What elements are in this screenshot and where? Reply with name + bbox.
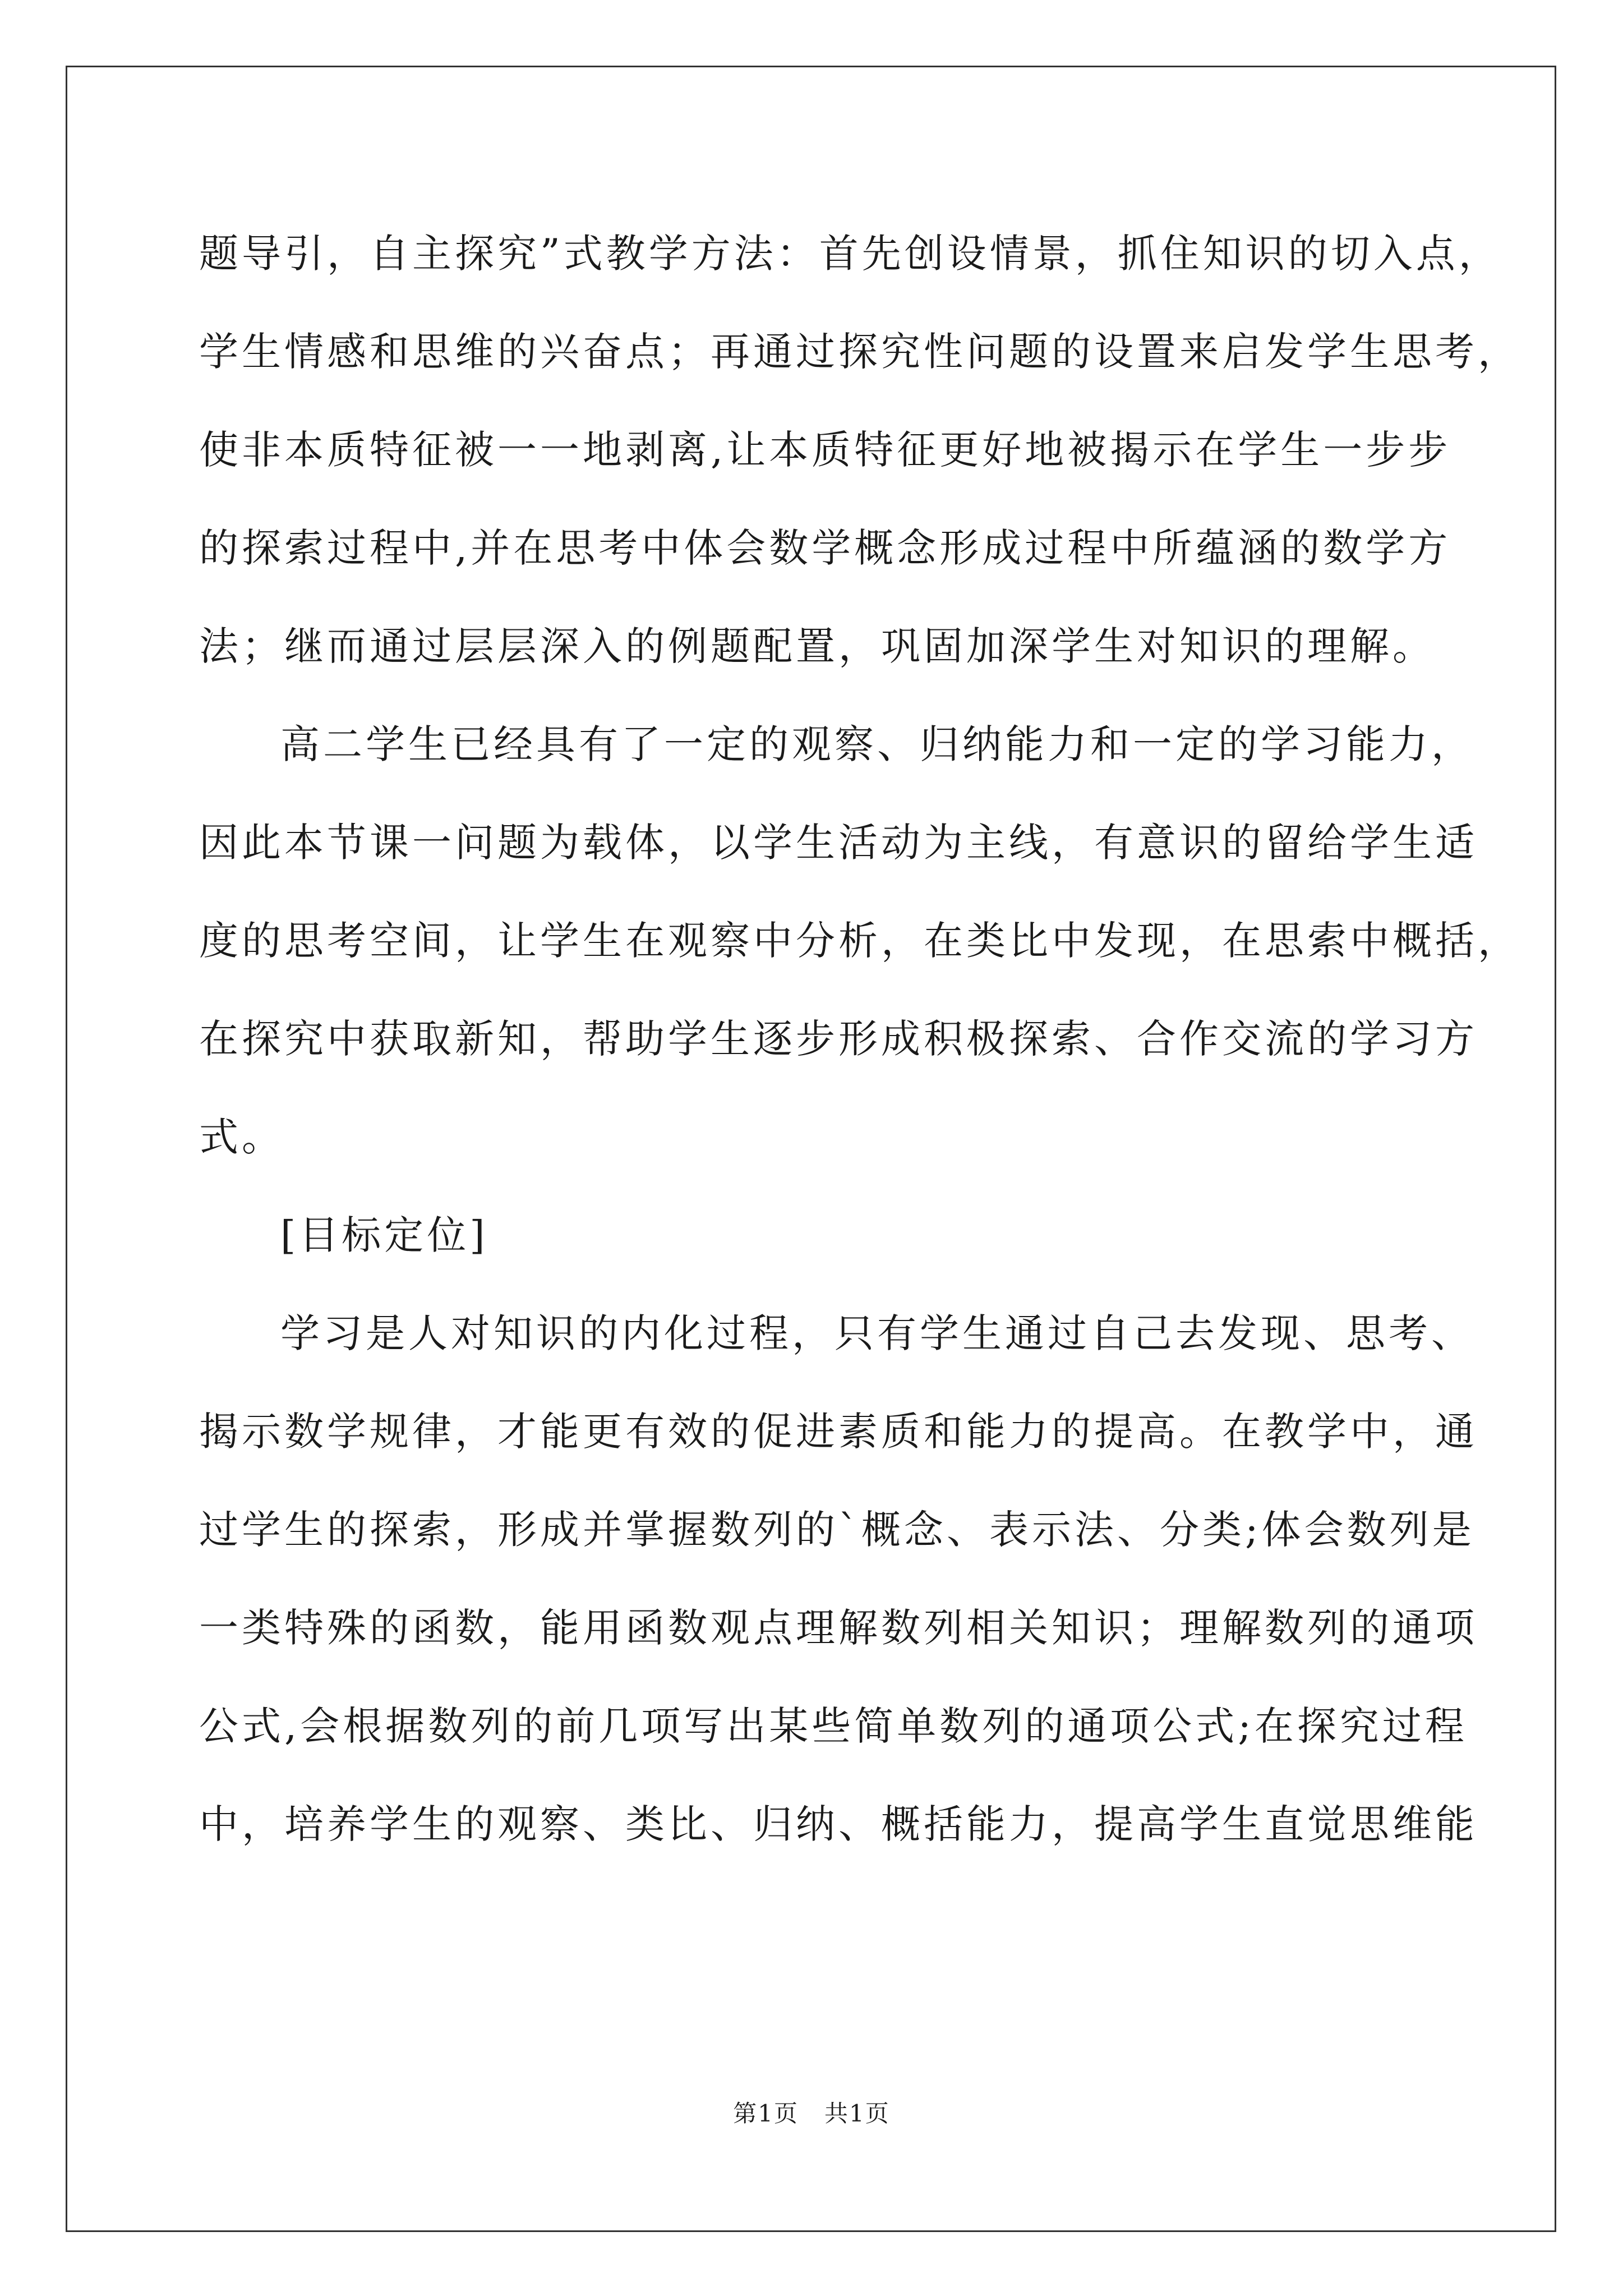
paragraph-2-line-4: 在探究中获取新知，帮助学生逐步形成积极探索、合作交流的学习方 bbox=[199, 1016, 1478, 1062]
paragraph-1-line-2: 学生情感和思维的兴奋点；再通过探究性问题的设置来启发学生思考， bbox=[199, 329, 1520, 375]
paragraph-3-line-5: 公式,会根据数列的前几项写出某些简单数列的通项公式;在探究过程 bbox=[199, 1703, 1468, 1749]
paragraph-1-line-3: 使非本质特征被一一地剥离,让本质特征更好地被揭示在学生一步步 bbox=[199, 427, 1451, 473]
paragraph-2-line-3: 度的思考空间，让学生在观察中分析，在类比中发现，在思索中概括， bbox=[199, 918, 1520, 964]
paragraph-1-line-5: 法；继而通过层层深入的例题配置，巩固加深学生对知识的理解。 bbox=[199, 623, 1435, 669]
paragraph-3-line-1: 学习是人对知识的内化过程，只有学生通过自己去发现、思考、 bbox=[280, 1310, 1474, 1356]
page-footer: 第1页 共1页 bbox=[733, 2100, 890, 2127]
paragraph-3-line-3: 过学生的探索，形成并掌握数列的`概念、表示法、分类;体会数列是 bbox=[199, 1507, 1475, 1553]
paragraph-2-line-5: 式。 bbox=[199, 1114, 284, 1160]
paragraph-2-line-2: 因此本节课一问题为载体，以学生活动为主线，有意识的留给学生适 bbox=[199, 820, 1478, 866]
paragraph-3-line-6: 中，培养学生的观察、类比、归纳、概括能力，提高学生直觉思维能 bbox=[199, 1801, 1478, 1847]
paragraph-2-line-1: 高二学生已经具有了一定的观察、归纳能力和一定的学习能力， bbox=[280, 721, 1474, 767]
section-heading: [目标定位] bbox=[280, 1212, 488, 1258]
paragraph-1-line-4: 的探索过程中,并在思考中体会数学概念形成过程中所蕴涵的数学方 bbox=[199, 525, 1451, 571]
paragraph-3-line-2: 揭示数学规律，才能更有效的促进素质和能力的提高。在教学中，通 bbox=[199, 1409, 1478, 1455]
document-body bbox=[199, 205, 1520, 1874]
paragraph-1-line-1: 题导引，自主探究”式教学方法：首先创设情景，抓住知识的切入点， bbox=[199, 231, 1501, 277]
paragraph-3-line-4: 一类特殊的函数，能用函数观点理解数列相关知识；理解数列的通项 bbox=[199, 1605, 1478, 1651]
